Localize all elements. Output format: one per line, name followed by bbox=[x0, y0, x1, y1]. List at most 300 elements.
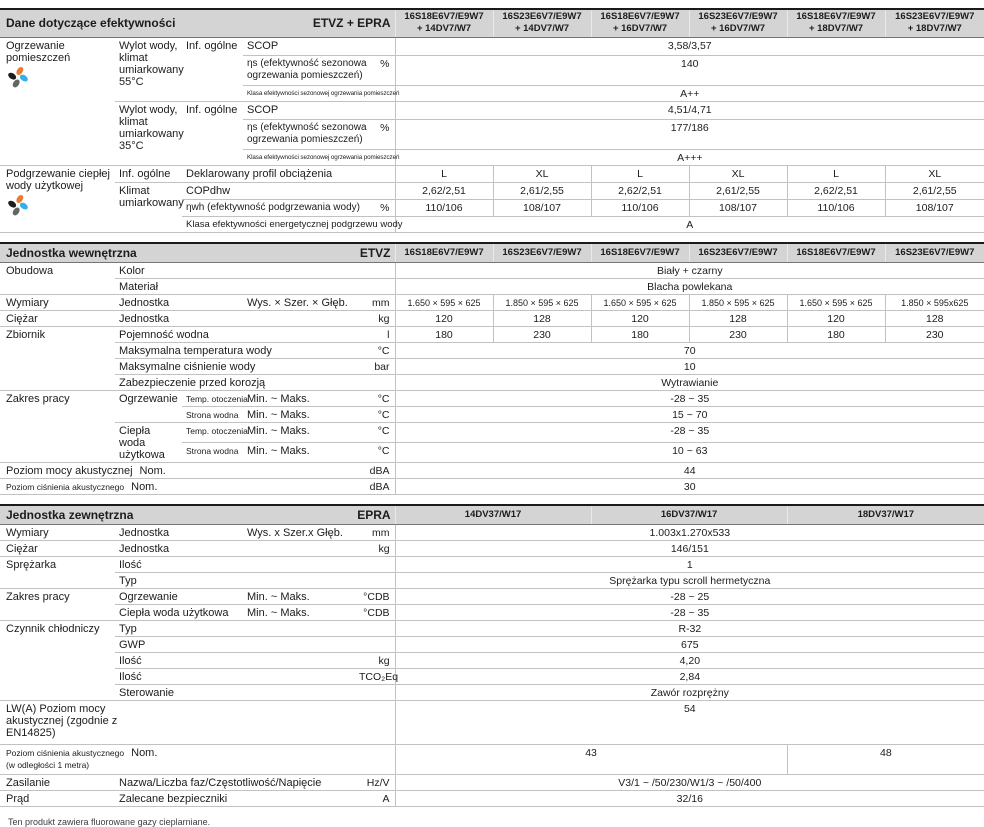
label-cell bbox=[115, 342, 355, 358]
model-column-header: 16S23E6V7/E9W7 + 14DV7/W7 bbox=[493, 9, 591, 37]
table-row bbox=[0, 294, 984, 310]
value-cell: 1.650 × 595 × 625 bbox=[395, 294, 493, 310]
series-code: ETVZ bbox=[359, 245, 391, 260]
label-cell bbox=[0, 262, 115, 294]
label-text: Hz/V bbox=[366, 776, 390, 789]
label-cell bbox=[243, 294, 355, 310]
label-cell bbox=[115, 326, 355, 342]
value-cell: 54 bbox=[395, 700, 984, 744]
label-cell bbox=[0, 790, 115, 806]
seasonal-efficiency-petals-icon bbox=[7, 66, 30, 89]
label-text: °CDB bbox=[363, 606, 390, 619]
table-row bbox=[0, 652, 984, 668]
label-text: Wymiary bbox=[6, 526, 49, 539]
table-row bbox=[0, 588, 984, 604]
seasonal-efficiency-petals-icon bbox=[7, 194, 30, 217]
value-cell: 110/106 bbox=[591, 199, 689, 216]
value-cell: 140 bbox=[395, 55, 984, 85]
model-column-header: 18DV37/W17 bbox=[787, 505, 984, 525]
label-cell bbox=[115, 684, 395, 700]
table-row bbox=[0, 358, 984, 374]
value-cell: 110/106 bbox=[787, 199, 885, 216]
table-row bbox=[0, 700, 984, 744]
label-cell bbox=[115, 524, 243, 540]
label-text: Wylot wody, klimat umiarkowany 35°C bbox=[119, 103, 184, 152]
label-cell bbox=[182, 442, 243, 462]
label-text: Min. ~ Maks. bbox=[247, 444, 310, 457]
unit-cell bbox=[355, 588, 395, 604]
label-text: l bbox=[387, 328, 390, 341]
label-text: Jednostka bbox=[119, 312, 170, 325]
unit-cell bbox=[355, 524, 395, 540]
label-text: mm bbox=[372, 526, 390, 539]
label-text: Ogrzewanie bbox=[119, 590, 178, 603]
unit-cell bbox=[355, 406, 395, 422]
label-cell bbox=[243, 85, 400, 101]
label-text: Ciężar bbox=[6, 542, 38, 555]
label-text: mm bbox=[372, 296, 390, 309]
label-text: dBA bbox=[369, 464, 390, 477]
value-cell: 120 bbox=[591, 310, 689, 326]
value-cell: L bbox=[787, 165, 885, 182]
label-text: Min. ~ Maks. bbox=[247, 408, 310, 421]
label-cell bbox=[243, 390, 355, 406]
label-text: Temp. otoczenia bbox=[186, 425, 248, 436]
label-text: Jednostka bbox=[119, 296, 170, 309]
label-text: Inf. ogólne bbox=[186, 103, 238, 116]
value-cell: -28 ~ 35 bbox=[395, 604, 984, 620]
unit-cell bbox=[355, 326, 395, 342]
value-cell: 230 bbox=[689, 326, 787, 342]
model-column-header: 16DV37/W17 bbox=[591, 505, 787, 525]
value-cell: 675 bbox=[395, 636, 984, 652]
label-cell bbox=[115, 278, 395, 294]
value-cell: A bbox=[395, 216, 984, 232]
table-row bbox=[0, 165, 984, 182]
value-cell: 10 ~ 63 bbox=[395, 442, 984, 462]
label-cell bbox=[243, 406, 355, 422]
label-cell bbox=[243, 149, 400, 165]
label-cell bbox=[0, 540, 115, 556]
unit-cell bbox=[355, 422, 395, 442]
value-cell: 1.850 × 595x625 bbox=[885, 294, 984, 310]
label-cell bbox=[0, 620, 115, 700]
label-text: Poziom ciśnienia akustycznego bbox=[6, 747, 125, 758]
table-row bbox=[0, 636, 984, 652]
table-row bbox=[0, 540, 984, 556]
table-row bbox=[0, 524, 984, 540]
model-column-header: 16S23E6V7/E9W7 bbox=[885, 243, 984, 263]
value-cell: V3/1 ~ /50/230/W1/3 ~ /50/400 bbox=[395, 774, 984, 790]
label-text: °C bbox=[377, 392, 390, 405]
label-cell bbox=[243, 37, 395, 55]
table-row bbox=[0, 572, 984, 588]
label-text: Zasilanie bbox=[6, 776, 51, 789]
label-text: Jednostka bbox=[119, 542, 170, 555]
table-row bbox=[0, 342, 984, 358]
value-cell: 120 bbox=[787, 310, 885, 326]
section-header-row bbox=[0, 243, 984, 263]
value-cell: -28 ~ 35 bbox=[395, 390, 984, 406]
label-cell bbox=[115, 422, 182, 462]
section-header-row bbox=[0, 9, 984, 37]
label-text: Kolor bbox=[119, 264, 145, 277]
label-text: Min. ~ Maks. bbox=[247, 606, 310, 619]
value-cell: 128 bbox=[689, 310, 787, 326]
label-cell bbox=[0, 390, 115, 462]
label-text: kg bbox=[378, 542, 390, 555]
label-cell bbox=[182, 37, 243, 101]
label-text: Poziom ciśnienia akustycznego bbox=[6, 481, 125, 492]
label-text: Sprężarka bbox=[6, 558, 57, 571]
value-cell: 48 bbox=[787, 744, 984, 774]
label-text: ηwh (efektywność podgrzewania wody) bbox=[186, 201, 360, 213]
unit-cell bbox=[355, 774, 395, 790]
label-text: bar bbox=[374, 360, 390, 373]
label-cell bbox=[0, 774, 115, 790]
label-text: kg bbox=[378, 654, 390, 667]
table-row bbox=[0, 390, 984, 406]
label-cell bbox=[182, 406, 243, 422]
label-text: Maksymalna temperatura wody bbox=[119, 344, 272, 357]
label-text: Min. ~ Maks. bbox=[247, 590, 310, 603]
value-cell: -28 ~ 35 bbox=[395, 422, 984, 442]
series-code: ETVZ + EPRA bbox=[312, 16, 391, 31]
value-cell: 44 bbox=[395, 462, 984, 478]
value-cell: 4,20 bbox=[395, 652, 984, 668]
value-cell: XL bbox=[689, 165, 787, 182]
label-cell bbox=[115, 588, 243, 604]
label-text: Ciepła woda użytkowa bbox=[119, 606, 229, 619]
label-cell bbox=[0, 462, 355, 478]
unit-cell bbox=[355, 652, 395, 668]
value-cell: 1.850 × 595 × 625 bbox=[493, 294, 591, 310]
model-column-header: 16S23E6V7/E9W7 + 18DV7/W7 bbox=[885, 9, 984, 37]
label-text: Zabezpieczenie przed korozją bbox=[119, 376, 266, 389]
unit-cell bbox=[355, 390, 395, 406]
label-cell bbox=[0, 556, 115, 588]
spec-tables bbox=[0, 8, 984, 807]
label-text: °C bbox=[377, 408, 390, 421]
table-row bbox=[0, 620, 984, 636]
label-text: Jednostka bbox=[119, 526, 170, 539]
value-cell: L bbox=[591, 165, 689, 182]
model-column-header: 16S18E6V7/E9W7 + 18DV7/W7 bbox=[787, 9, 885, 37]
label-text: Klasa efektywności energetycznej podgrzewu wody bbox=[186, 218, 403, 230]
table-row bbox=[0, 37, 984, 55]
label-text: Nazwa/Liczba faz/Częstotliwość/Napięcie bbox=[119, 776, 322, 789]
value-cell: 1.650 × 595 × 625 bbox=[787, 294, 885, 310]
label-text: Klimat umiarkowany bbox=[119, 184, 184, 209]
value-cell: 230 bbox=[885, 326, 984, 342]
value-cell: 128 bbox=[885, 310, 984, 326]
label-text: ηs (efektywność sezonowa ogrzewania pomieszczeń) bbox=[247, 121, 367, 145]
label-text: Ilość bbox=[119, 558, 142, 571]
value-cell: 146/151 bbox=[395, 540, 984, 556]
value-cell: 180 bbox=[591, 326, 689, 342]
value-cell: Biały + czarny bbox=[395, 262, 984, 278]
label-text: Min. ~ Maks. bbox=[247, 424, 310, 437]
label-text: °C bbox=[377, 444, 390, 457]
label-text: Temp. otoczenia bbox=[186, 393, 248, 404]
label-cell bbox=[0, 588, 115, 620]
label-cell bbox=[0, 294, 115, 310]
label-cell bbox=[115, 310, 355, 326]
label-cell bbox=[243, 422, 355, 442]
value-cell: 32/16 bbox=[395, 790, 984, 806]
section-header-row bbox=[0, 505, 984, 525]
label-text: COPdhw bbox=[186, 184, 231, 197]
label-cell bbox=[115, 620, 395, 636]
value-cell: A+++ bbox=[395, 149, 984, 165]
label-text: Typ bbox=[119, 574, 137, 587]
unit-cell bbox=[355, 462, 395, 478]
label-text: Zakres pracy bbox=[6, 590, 70, 603]
label-cell bbox=[115, 182, 182, 232]
table-row bbox=[0, 278, 984, 294]
label-cell bbox=[115, 294, 243, 310]
section-title-text: Dane dotyczące efektywności bbox=[6, 16, 176, 31]
value-cell: 2,62/2,51 bbox=[591, 182, 689, 199]
section-title bbox=[0, 9, 395, 37]
model-column-header: 16S23E6V7/E9W7 bbox=[689, 243, 787, 263]
label-text: Inf. ogólne bbox=[186, 39, 238, 52]
label-text: Ilość bbox=[119, 654, 142, 667]
table-row bbox=[0, 326, 984, 342]
label-text: Obudowa bbox=[6, 264, 54, 277]
label-text: Min. ~ Maks. bbox=[247, 392, 310, 405]
label-text: Ciepła woda użytkowa bbox=[119, 424, 165, 461]
value-cell: 2,61/2,55 bbox=[493, 182, 591, 199]
label-cell bbox=[115, 540, 355, 556]
label-text: SCOP bbox=[247, 39, 279, 52]
label-cell bbox=[243, 588, 355, 604]
label-cell bbox=[182, 422, 248, 442]
model-column-header: 14DV37/W17 bbox=[395, 505, 591, 525]
label-cell bbox=[0, 700, 395, 744]
value-cell: R-32 bbox=[395, 620, 984, 636]
label-cell bbox=[182, 101, 243, 165]
value-cell: 2,61/2,55 bbox=[885, 182, 984, 199]
label-text: Inf. ogólne bbox=[119, 167, 171, 180]
label-text: Nom. bbox=[131, 480, 158, 493]
label-text: kg bbox=[378, 312, 390, 325]
label-cell bbox=[0, 744, 395, 774]
label-text: GWP bbox=[119, 638, 146, 651]
table-row bbox=[0, 668, 984, 684]
table-row bbox=[0, 182, 984, 199]
label-text: Wylot wody, klimat umiarkowany 55°C bbox=[119, 39, 184, 88]
value-cell: 120 bbox=[395, 310, 493, 326]
unit-cell bbox=[355, 790, 395, 806]
model-column-header: 16S18E6V7/E9W7 bbox=[395, 243, 493, 263]
table-row bbox=[0, 684, 984, 700]
label-text: Materiał bbox=[119, 280, 159, 293]
value-cell: 177/186 bbox=[395, 119, 984, 149]
label-text: Prąd bbox=[6, 792, 30, 805]
value-cell: 128 bbox=[493, 310, 591, 326]
label-text: A bbox=[382, 792, 390, 805]
value-cell: 1 bbox=[395, 556, 984, 572]
label-text: Strona wodna bbox=[186, 445, 239, 456]
section-title bbox=[0, 505, 395, 525]
label-cell bbox=[243, 604, 355, 620]
label-cell bbox=[243, 119, 395, 149]
label-text: dBA bbox=[369, 480, 390, 493]
label-cell bbox=[115, 572, 395, 588]
table-row bbox=[0, 422, 984, 442]
label-cell bbox=[115, 101, 182, 165]
value-cell: 1.850 × 595 × 625 bbox=[689, 294, 787, 310]
row-group-space-heating bbox=[0, 37, 115, 165]
model-column-header: 16S18E6V7/E9W7 bbox=[591, 243, 689, 263]
value-cell: 110/106 bbox=[395, 199, 493, 216]
label-cell bbox=[182, 165, 395, 182]
value-cell: 15 ~ 70 bbox=[395, 406, 984, 422]
label-cell bbox=[0, 478, 355, 494]
label-cell bbox=[115, 604, 243, 620]
value-cell: -28 ~ 25 bbox=[395, 588, 984, 604]
unit-cell bbox=[355, 442, 395, 462]
spec-table-indoor-unit bbox=[0, 242, 984, 495]
table-row bbox=[0, 262, 984, 278]
table-row bbox=[0, 774, 984, 790]
section-title-text: Jednostka zewnętrzna bbox=[6, 507, 134, 522]
section-title-text: Jednostka wewnętrzna bbox=[6, 245, 137, 260]
table-row bbox=[0, 101, 984, 119]
label-text: Zalecane bezpieczniki bbox=[119, 792, 228, 805]
value-cell: L bbox=[395, 165, 493, 182]
label-text: Podgrzewanie ciepłej wody użytkowej bbox=[6, 167, 110, 192]
value-cell: 108/107 bbox=[689, 199, 787, 216]
label-text: Nom. bbox=[139, 464, 166, 477]
value-cell: Zawór rozprężny bbox=[395, 684, 984, 700]
label-cell bbox=[115, 37, 182, 101]
value-cell: 108/107 bbox=[885, 199, 984, 216]
label-cell bbox=[115, 636, 395, 652]
unit-text: % bbox=[380, 201, 390, 214]
label-cell bbox=[115, 358, 355, 374]
label-text: Wymiary bbox=[6, 296, 49, 309]
label-cell bbox=[115, 790, 355, 806]
value-cell: 180 bbox=[395, 326, 493, 342]
value-cell: 70 bbox=[395, 342, 984, 358]
model-column-header: 16S18E6V7/E9W7 + 16DV7/W7 bbox=[591, 9, 689, 37]
spec-table-efficiency bbox=[0, 8, 984, 233]
label-text: Ilość bbox=[119, 670, 142, 683]
unit-cell bbox=[355, 604, 395, 620]
label-text: LW(A) Poziom mocy akustycznej (zgodnie z EN14825) bbox=[6, 702, 118, 739]
row-group-dhw bbox=[0, 165, 115, 232]
value-cell: XL bbox=[885, 165, 984, 182]
label-cell bbox=[115, 774, 355, 790]
label-cell bbox=[115, 668, 355, 684]
unit-text: % bbox=[380, 57, 390, 70]
label-text: (w odległości 1 metra) bbox=[6, 759, 90, 770]
value-cell: 1.650 × 595 × 625 bbox=[591, 294, 689, 310]
label-cell bbox=[115, 652, 355, 668]
value-cell: 30 bbox=[395, 478, 984, 494]
model-column-header: 16S18E6V7/E9W7 + 14DV7/W7 bbox=[395, 9, 493, 37]
model-column-header: 16S23E6V7/E9W7 bbox=[493, 243, 591, 263]
label-cell bbox=[115, 390, 182, 422]
section-title bbox=[0, 243, 395, 263]
value-cell: Wytrawianie bbox=[395, 374, 984, 390]
unit-cell bbox=[355, 294, 395, 310]
label-text: ηs (efektywność sezonowa ogrzewania pomieszczeń) bbox=[247, 57, 367, 81]
label-cell bbox=[182, 199, 395, 216]
label-text: Ogrzewanie pomieszczeń bbox=[6, 39, 71, 64]
value-cell: Blacha powlekana bbox=[395, 278, 984, 294]
label-text: SCOP bbox=[247, 103, 279, 116]
label-text: Nom. bbox=[131, 746, 158, 759]
value-cell: 3,58/3,57 bbox=[395, 37, 984, 55]
series-code: EPRA bbox=[357, 507, 391, 522]
value-cell: XL bbox=[493, 165, 591, 182]
unit-cell bbox=[355, 540, 395, 556]
value-cell: 2,62/2,51 bbox=[395, 182, 493, 199]
label-text: °CDB bbox=[363, 590, 390, 603]
value-cell: 2,61/2,55 bbox=[689, 182, 787, 199]
table-row bbox=[0, 556, 984, 572]
label-cell bbox=[115, 262, 395, 278]
label-cell bbox=[0, 524, 115, 540]
unit-cell bbox=[355, 478, 395, 494]
value-cell: 108/107 bbox=[493, 199, 591, 216]
label-text: Zbiornik bbox=[6, 328, 46, 341]
model-column-header: 16S18E6V7/E9W7 bbox=[787, 243, 885, 263]
label-text: Poziom mocy akustycznej bbox=[6, 464, 133, 477]
label-text: Maksymalne ciśnienie wody bbox=[119, 360, 256, 373]
label-cell bbox=[243, 442, 355, 462]
table-row bbox=[0, 374, 984, 390]
table-row bbox=[0, 790, 984, 806]
value-cell: 4,51/4,71 bbox=[395, 101, 984, 119]
value-cell: 2,62/2,51 bbox=[787, 182, 885, 199]
label-text: Wys. x Szer.x Głęb. bbox=[247, 526, 343, 539]
label-cell bbox=[182, 216, 403, 232]
label-text: Sterowanie bbox=[119, 686, 175, 699]
label-cell bbox=[243, 55, 395, 85]
label-cell bbox=[115, 556, 395, 572]
label-cell bbox=[243, 524, 355, 540]
label-text: Typ bbox=[119, 622, 137, 635]
label-text: TCO₂Eq bbox=[359, 670, 399, 683]
value-cell: A++ bbox=[395, 85, 984, 101]
unit-text: % bbox=[380, 121, 390, 134]
label-text: °C bbox=[377, 424, 390, 437]
fluorinated-gases-note: Ten produkt zawiera fluorowane gazy cieplarniane. bbox=[8, 816, 211, 827]
value-cell: Sprężarka typu scroll hermetyczna bbox=[395, 572, 984, 588]
value-cell: 180 bbox=[787, 326, 885, 342]
label-text: Pojemność wodna bbox=[119, 328, 209, 341]
label-text: Czynnik chłodniczy bbox=[6, 622, 100, 635]
label-cell bbox=[0, 326, 115, 390]
label-text: Deklarowany profil obciążenia bbox=[186, 167, 333, 180]
label-cell bbox=[182, 182, 395, 199]
value-cell: 10 bbox=[395, 358, 984, 374]
table-row bbox=[0, 478, 984, 494]
label-cell bbox=[243, 101, 395, 119]
label-text: °C bbox=[377, 344, 390, 357]
unit-cell bbox=[355, 310, 395, 326]
spec-table-outdoor-unit bbox=[0, 504, 984, 807]
table-row bbox=[0, 604, 984, 620]
label-text: Strona wodna bbox=[186, 409, 239, 420]
label-text: Klasa efektywności sezonowej ogrzewania pomieszczeń bbox=[247, 89, 400, 97]
label-text: Wys. × Szer. × Głęb. bbox=[247, 296, 348, 309]
table-row bbox=[0, 744, 984, 774]
